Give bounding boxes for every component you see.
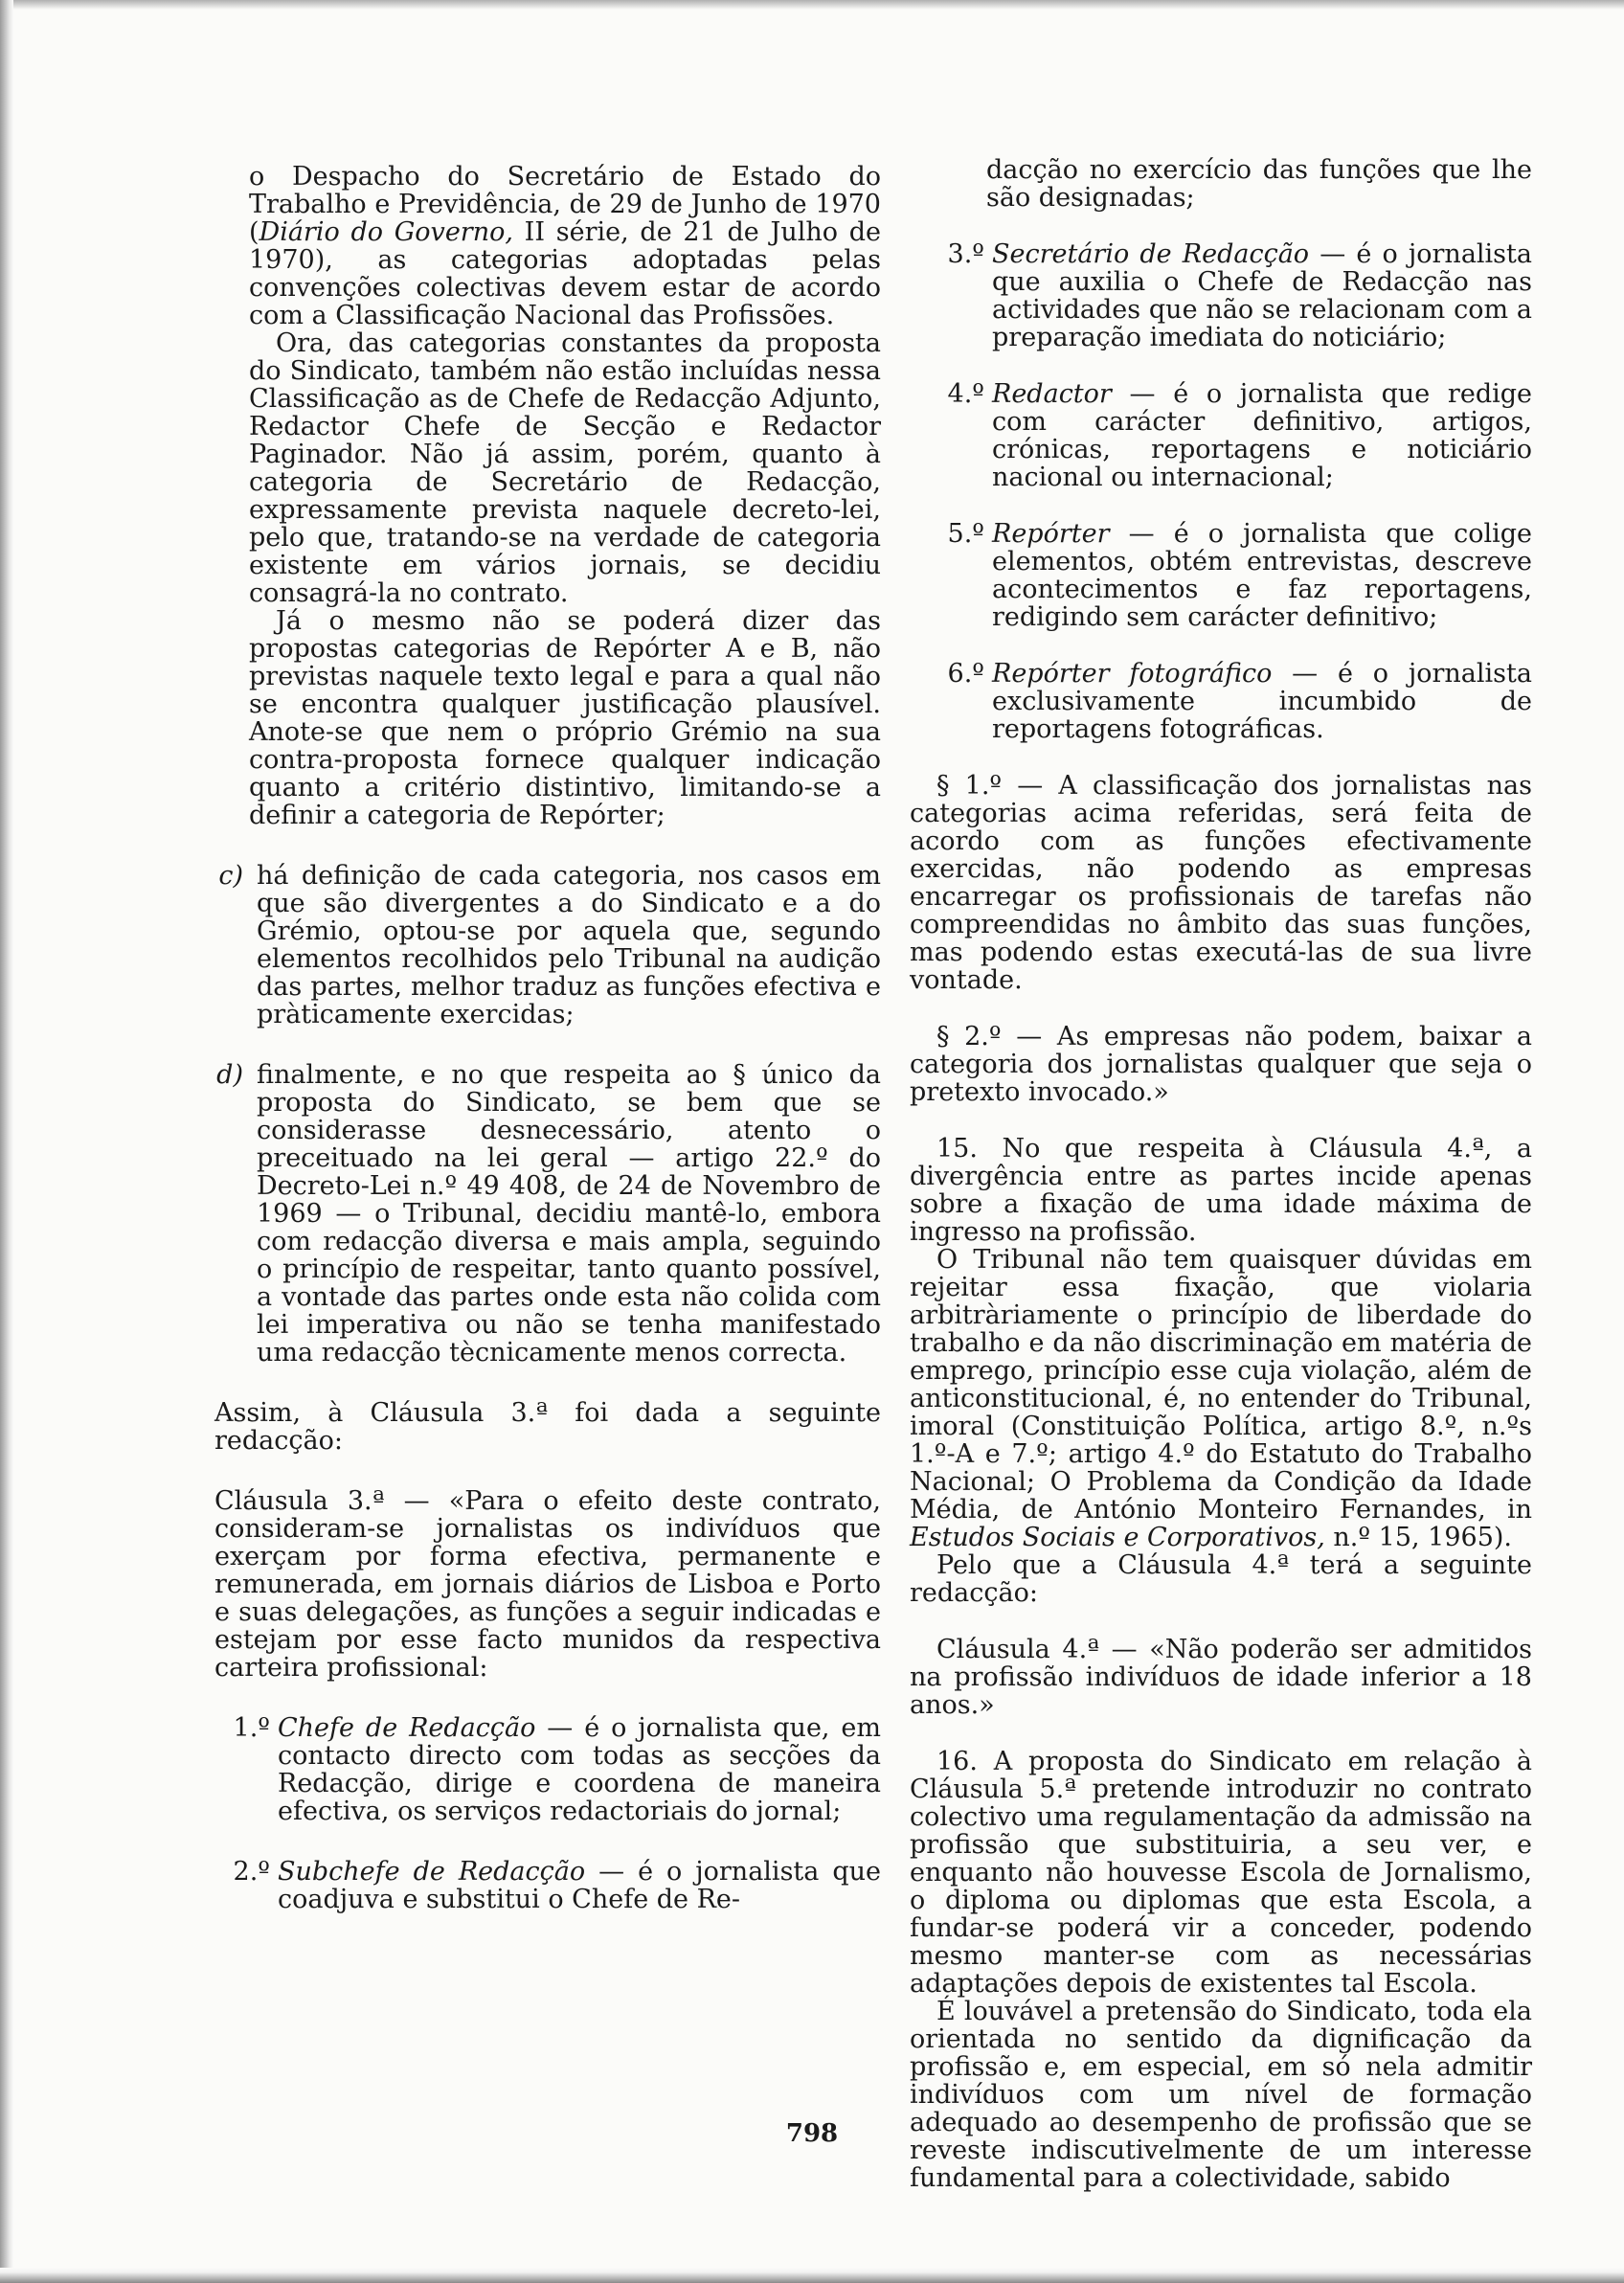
scan-edge-left <box>0 0 13 2283</box>
list-label-6: 6.º <box>947 659 984 689</box>
list-text-4: Redactor — é o jornalista que redige com carácter definitivo, artigos, crónicas, reportagens e noticiário nacional ou internacional; <box>992 379 1532 492</box>
paragraph-ora: Ora, das categorias constantes da proposta do Sindicato, também não estão incluídas nessa Classificação as de Chefe de Redacção Adjunto, Redactor Chefe de Secção e Redactor Paginador. Não já assim, porém, quanto à categoria de Secretário de Redacção, expressamente prevista naquele decreto-lei, pelo que, tratando-se na verdade de categoria existente em vários jornais, se decidiu consagrá-la no contrato. <box>249 328 881 608</box>
list-item-4 <box>927 380 1532 491</box>
paragraph-pelo: Pelo que a Cláusula 4.ª terá a seguinte redacção: <box>910 1550 1532 1608</box>
list-item-d <box>190 1061 881 1367</box>
intro-paragraph: o Despacho do Secretário de Estado do Trabalho e Previdência, de 29 de Junho de 1970 (Diário do Governo, II série, de 21 de Julho de 1970), as categorias adoptadas pelas convenções colectivas devem estar de acordo com a Classificação Nacional das Profissões. <box>249 162 882 330</box>
left-column <box>214 162 882 1914</box>
list-text-5: Repórter — é o jornalista que colige elementos, obtém entrevistas, descreve acontecimentos e faz reportagens, redigindo sem carácter definitivo; <box>992 519 1532 632</box>
paragraph-section-2: § 2.º — As empresas não podem, baixar a categoria dos jornalistas qualquer que seja o pretexto invocado.» <box>910 1022 1532 1107</box>
list-text-2: Subchefe de Redacção — é o jornalista que coadjuva e substitui o Chefe de Re- <box>278 1857 881 1914</box>
list-item-2 <box>211 1858 881 1913</box>
page-number: 798 <box>785 2119 839 2148</box>
scan-edge-top <box>0 0 1624 10</box>
list-label-1: 1.º <box>233 1713 270 1743</box>
list-label-d: d) <box>216 1060 243 1090</box>
paragraph-louvavel: É louvável a pretensão do Sindicato, toda ela orientada no sentido da dignificação da profissão e, em especial, em só nela admitir indivíduos com um nível de formação adequado ao desempenho de profissão que se reveste indiscutivelmente de um interesse fundamental para a colectividade, sabido <box>910 1997 1532 2193</box>
list-item-c <box>190 862 881 1028</box>
list-text-1: Chefe de Redacção — é o jornalista que, em contacto directo com todas as secções da Redacção, dirige e coordena de maneira efectiva, os serviços redactoriais do jornal; <box>278 1713 881 1826</box>
list-label-c: c) <box>218 861 243 891</box>
list-item-1 <box>211 1714 881 1825</box>
list-item-3 <box>927 240 1532 351</box>
list-text-c: há definição de cada categoria, nos casos em que são divergentes a do Sindicato e a do Grémio, optou-se por aquela que, segundo elementos recolhidos pelo Tribunal na audição das partes, melhor traduz as funções efectiva e pràticamente exercidas; <box>257 861 881 1029</box>
paragraph-15: 15. No que respeita à Cláusula 4.ª, a divergência entre as partes incide apenas sobre a fixação de uma idade máxima de ingresso na profissão. <box>910 1134 1532 1247</box>
list-item-5 <box>927 520 1532 631</box>
list-label-3: 3.º <box>947 239 984 269</box>
list-text-3: Secretário de Redacção — é o jornalista que auxilia o Chefe de Redacção nas actividades que não se relacionam com a preparação imediata do noticiário; <box>992 239 1532 352</box>
paragraph-item2-continued: dacção no exercício das funções que lhe são designadas; <box>986 155 1532 213</box>
list-label-4: 4.º <box>947 379 984 409</box>
paragraph-clausula-4: Cláusula 4.ª — «Não poderão ser admitidos na profissão indivíduos de idade inferior a 18 anos.» <box>910 1635 1532 1720</box>
right-column <box>910 156 1532 2192</box>
paragraph-clausula-3: Cláusula 3.ª — «Para o efeito deste contrato, consideram-se jornalistas os indivíduos que exerçam por forma efectiva, permanente e remunerada, em jornais diários de Lisboa e Porto e suas delegações, as funções a seguir indicadas e estejam por esse facto munidos da respectiva carteira profissional: <box>214 1486 881 1683</box>
paragraph-16: 16. A proposta do Sindicato em relação à Cláusula 5.ª pretende introduzir no contrato colectivo uma regulamentação da admissão na profissão que substituiria, a seu ver, e enquanto não houvesse Escola de Jornalismo, o diploma ou diplomas que esta Escola, a fundar-se poderá vir a conceder, podendo mesmo manter-se com as necessárias adaptações depois de existentes tal Escola. <box>910 1747 1532 1999</box>
scan-edge-bottom <box>0 2268 1624 2283</box>
list-label-5: 5.º <box>947 519 984 549</box>
list-text-6: Repórter fotográfico — é o jornalista exclusivamente incumbido de reportagens fotográficas. <box>992 659 1532 744</box>
list-label-2: 2.º <box>233 1857 270 1887</box>
list-text-d: finalmente, e no que respeita ao § único da proposta do Sindicato, se bem que se considerasse desnecessário, atento o preceituado na lei geral — artigo 22.º do Decreto-Lei n.º 49 408, de 24 de Novembro de 1969 — o Tribunal, decidiu mantê-lo, embora com redacção diversa e mais ampla, seguindo o princípio de respeitar, tanto quanto possível, a vontade das partes onde esta não colida com lei imperativa ou não se tenha manifestado uma redacção tècnicamente menos correcta. <box>257 1060 881 1368</box>
list-item-6 <box>927 660 1532 743</box>
paragraph-ja: Já o mesmo não se poderá dizer das propostas categorias de Repórter A e B, não previstas naquele texto legal e para a qual não se encontra qualquer justificação plausível. Anote-se que nem o próprio Grémio na sua contra-proposta fornece qualquer indicação quanto a critério distintivo, limitando-se a definir a categoria de Repórter; <box>249 606 881 830</box>
paragraph-section-1: § 1.º — A classificação dos jornalistas nas categorias acima referidas, será feita de acordo com as funções efectivamente exercidas, não podendo as empresas encarregar os profissionais de tarefas não compreendidas no âmbito das suas funções, mas podendo estas executá-las de sua livre vontade. <box>910 771 1532 995</box>
paragraph-assim: Assim, à Cláusula 3.ª foi dada a seguinte redacção: <box>214 1398 881 1456</box>
paragraph-tribunal: O Tribunal não tem quaisquer dúvidas em rejeitar essa fixação, que violaria arbitràriamente o princípio de liberdade do trabalho e da não discriminação em matéria de emprego, princípio esse cuja violação, além de anticonstitucional, é, no entender do Tribunal, imoral (Constituição Política, artigo 8.º, n.ºs 1.º-A e 7.º; artigo 4.º do Estatuto do Trabalho Nacional; O Problema da Condição da Idade Média, de António Monteiro Fernandes, in Estudos Sociais e Corporativos, n.º 15, 1965). <box>910 1245 1532 1552</box>
